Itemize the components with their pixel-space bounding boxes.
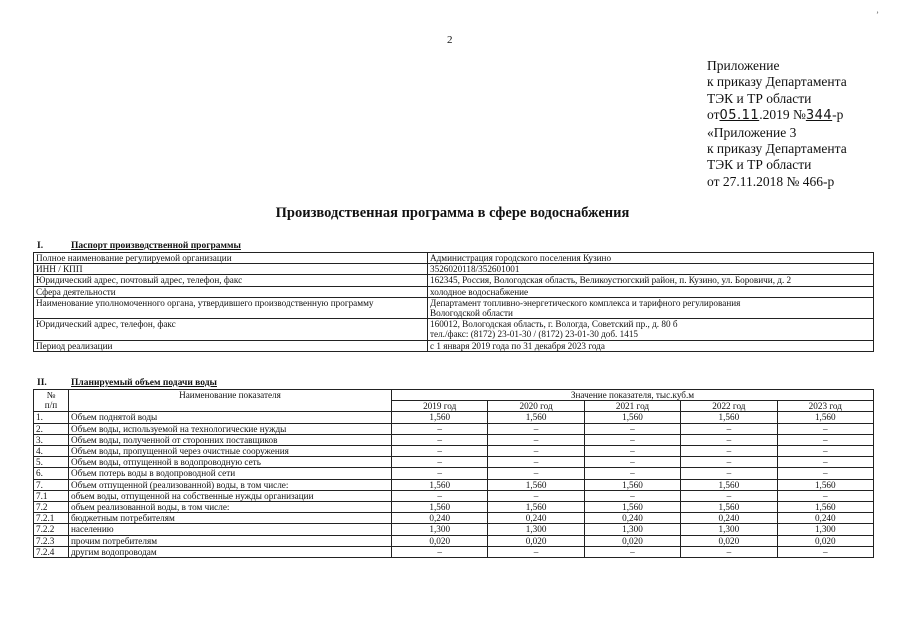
order-suffix: -р <box>832 107 844 123</box>
row-value: – <box>488 468 584 479</box>
passport-row <box>34 297 874 318</box>
header-year: 2021 год <box>584 401 680 412</box>
row-indicator-name: прочим потребителям <box>69 535 392 546</box>
row-value: 1,300 <box>392 524 488 535</box>
row-indicator-name: Объем отпущенной (реализованной) воды, в том числе: <box>69 479 392 490</box>
row-number: 6. <box>34 468 69 479</box>
header-number <box>34 390 69 412</box>
row-indicator-name: населению <box>69 524 392 535</box>
appendix-line: ТЭК и ТР области <box>707 90 812 106</box>
row-value: – <box>681 457 777 468</box>
appendix-line: Приложение <box>707 58 780 73</box>
passport-value <box>428 319 874 340</box>
passport-value <box>428 264 874 275</box>
row-number: 5. <box>34 457 69 468</box>
row-number: 2. <box>34 423 69 434</box>
row-value: 1,560 <box>584 502 680 513</box>
row-indicator-name: Объем поднятой воды <box>69 412 392 423</box>
passport-value-line: 160012, Вологодская область, г. Вологда, Советский пр., д. 80 б <box>430 319 678 330</box>
header-year: 2019 год <box>392 401 488 412</box>
row-number: 7.2.1 <box>34 513 69 524</box>
row-number: 7.1 <box>34 490 69 501</box>
header-indicator-name: Наименование показателя <box>69 390 392 412</box>
table-row <box>34 423 874 434</box>
table-row <box>34 502 874 513</box>
passport-row <box>34 340 874 351</box>
row-value: 0,240 <box>488 513 584 524</box>
row-value: – <box>584 446 680 457</box>
passport-row <box>34 264 874 275</box>
appendix-line: к приказу Департамента <box>707 74 847 90</box>
row-value: 0,020 <box>488 535 584 546</box>
row-value: 1,300 <box>777 524 873 535</box>
header-year: 2022 год <box>681 401 777 412</box>
passport-table <box>33 252 874 352</box>
section-title: Паспорт производственной программы <box>71 241 241 251</box>
row-value: 1,560 <box>777 502 873 513</box>
row-value: 1,300 <box>488 524 584 535</box>
passport-value-line: с 1 января 2019 года по 31 декабря 2023 года <box>430 340 605 351</box>
passport-value-line: 3526020118/352601001 <box>430 264 520 275</box>
row-value: – <box>777 423 873 434</box>
passport-label: Полное наименование регулируемой организации <box>34 253 428 264</box>
row-value: 1,300 <box>584 524 680 535</box>
row-value: – <box>681 434 777 445</box>
table-row <box>34 546 874 557</box>
row-value: – <box>584 546 680 557</box>
row-value: – <box>488 434 584 445</box>
row-value: 1,560 <box>681 479 777 490</box>
row-indicator-name: Объем воды, пропущенной через очистные сооружения <box>69 446 392 457</box>
row-value: 1,560 <box>681 502 777 513</box>
row-value: – <box>488 490 584 501</box>
row-value: 0,020 <box>584 535 680 546</box>
row-value: 1,560 <box>488 479 584 490</box>
row-value: 1,560 <box>488 502 584 513</box>
passport-row <box>34 275 874 286</box>
row-value: 0,240 <box>777 513 873 524</box>
row-value: – <box>488 457 584 468</box>
passport-value-line: 162345, Россия, Вологодская область, Великоустюгский район, п. Кузино, ул. Боровичи, д. 2 <box>430 275 792 286</box>
table-row <box>34 468 874 479</box>
table-row <box>34 513 874 524</box>
passport-value <box>428 286 874 297</box>
row-value: – <box>584 457 680 468</box>
passport-label: Период реализации <box>34 340 428 351</box>
row-indicator-name: Объем воды, используемой на технологические нужды <box>69 423 392 434</box>
row-value: – <box>777 468 873 479</box>
row-value: – <box>488 423 584 434</box>
row-value: – <box>777 490 873 501</box>
document-title: Производственная программа в сфере водоснабжения <box>275 205 630 221</box>
appendix-line: «Приложение 3 <box>707 124 797 140</box>
appendix-line: к приказу Департамента <box>707 141 847 157</box>
header-year: 2023 год <box>777 401 873 412</box>
row-value: – <box>584 490 680 501</box>
appendix-line: ТЭК и ТР области <box>707 157 812 173</box>
row-value: – <box>777 457 873 468</box>
page-number: 2 <box>447 34 453 46</box>
section-number: I. <box>37 241 44 251</box>
passport-value-line: тел./факс: (8172) 23-01-30 / (8172) 23-01-30 доб. 1415 <box>430 329 639 340</box>
header-year: 2020 год <box>488 401 584 412</box>
row-indicator-name: другим водопроводам <box>69 546 392 557</box>
passport-label: Юридический адрес, почтовый адрес, телефон, факс <box>34 275 428 286</box>
section-heading-passport <box>37 241 241 251</box>
table-row <box>34 412 874 423</box>
row-indicator-name: объем воды, отпущенной на собственные нужды организации <box>69 490 392 501</box>
row-value: 1,560 <box>392 479 488 490</box>
order-line <box>707 107 847 124</box>
section-title: Планируемый объем подачи воды <box>71 378 217 388</box>
row-value: 1,560 <box>392 412 488 423</box>
row-number: 7.2.2 <box>34 524 69 535</box>
row-value: – <box>681 423 777 434</box>
row-value: 0,020 <box>392 535 488 546</box>
row-value: – <box>392 546 488 557</box>
order-day-month: 05.11 <box>719 108 760 124</box>
section-heading-volume <box>37 378 217 388</box>
table-row <box>34 535 874 546</box>
row-value: – <box>584 434 680 445</box>
row-value: 1,560 <box>584 479 680 490</box>
row-indicator-name: объем реализованной воды, в том числе: <box>69 502 392 513</box>
order-prefix: от <box>707 107 720 123</box>
row-number: 1. <box>34 412 69 423</box>
passport-row <box>34 319 874 340</box>
passport-value-line: Департамент топливно-энергетического комплекса и тарифного регулирования <box>430 297 741 308</box>
row-value: 0,020 <box>777 535 873 546</box>
row-value: – <box>681 490 777 501</box>
order-year: .2019 № <box>759 107 806 123</box>
table-row <box>34 479 874 490</box>
table-header-row <box>34 390 874 401</box>
row-number: 3. <box>34 434 69 445</box>
row-value: – <box>584 423 680 434</box>
row-value: – <box>392 490 488 501</box>
row-value: 1,560 <box>584 412 680 423</box>
row-indicator-name: бюджетным потребителям <box>69 513 392 524</box>
row-indicator-name: Объем потерь воды в водопроводной сети <box>69 468 392 479</box>
table-row <box>34 446 874 457</box>
passport-row <box>34 286 874 297</box>
passport-value <box>428 340 874 351</box>
table-row <box>34 490 874 501</box>
row-number: 7.2 <box>34 502 69 513</box>
passport-value-line: Вологодской области <box>430 308 513 319</box>
row-value: – <box>777 446 873 457</box>
passport-row <box>34 253 874 264</box>
row-value: 1,560 <box>488 412 584 423</box>
row-value: – <box>392 434 488 445</box>
header-number-line: № <box>46 390 56 400</box>
row-value: – <box>392 423 488 434</box>
row-value: – <box>681 468 777 479</box>
passport-value <box>428 275 874 286</box>
passport-value <box>428 253 874 264</box>
passport-label: Сфера деятельности <box>34 286 428 297</box>
table-row <box>34 457 874 468</box>
row-value: 1,560 <box>777 412 873 423</box>
section-number: II. <box>37 378 47 388</box>
passport-value <box>428 297 874 318</box>
row-value: – <box>392 468 488 479</box>
row-value: – <box>777 546 873 557</box>
row-value: – <box>584 468 680 479</box>
row-value: 0,240 <box>584 513 680 524</box>
appendix-block <box>707 58 847 190</box>
row-value: – <box>777 434 873 445</box>
row-value: 1,300 <box>681 524 777 535</box>
row-value: 0,240 <box>392 513 488 524</box>
header-number-line: п/п <box>44 400 58 411</box>
order-number: 344 <box>805 108 833 124</box>
row-value: – <box>488 546 584 557</box>
row-value: 1,560 <box>681 412 777 423</box>
row-value: – <box>392 446 488 457</box>
row-number: 4. <box>34 446 69 457</box>
row-indicator-name: Объем воды, отпущенной в водопроводную сеть <box>69 457 392 468</box>
water-volume-table <box>33 389 874 558</box>
row-value: – <box>681 446 777 457</box>
passport-label: ИНН / КПП <box>34 264 428 275</box>
passport-label: Наименование уполномоченного органа, утвердившего производственную программу <box>34 297 428 318</box>
row-value: – <box>681 546 777 557</box>
row-number: 7.2.3 <box>34 535 69 546</box>
row-value: 1,560 <box>777 479 873 490</box>
corner-mark: ’ <box>876 10 879 20</box>
table-row <box>34 434 874 445</box>
row-number: 7.2.4 <box>34 546 69 557</box>
row-value: 0,020 <box>681 535 777 546</box>
passport-value-line: Администрация городского поселения Кузино <box>430 253 612 263</box>
row-value: – <box>488 446 584 457</box>
appendix-line: от 27.11.2018 № 466-р <box>707 173 835 189</box>
header-indicator-value: Значение показателя, тыс.куб.м <box>392 390 874 401</box>
table-row <box>34 524 874 535</box>
row-value: 1,560 <box>392 502 488 513</box>
passport-value-line: холодное водоснабжение <box>430 286 529 297</box>
row-indicator-name: Объем воды, полученной от сторонних поставщиков <box>69 434 392 445</box>
row-number: 7. <box>34 479 69 490</box>
passport-label: Юридический адрес, телефон, факс <box>34 319 428 340</box>
row-value: – <box>392 457 488 468</box>
row-value: 0,240 <box>681 513 777 524</box>
